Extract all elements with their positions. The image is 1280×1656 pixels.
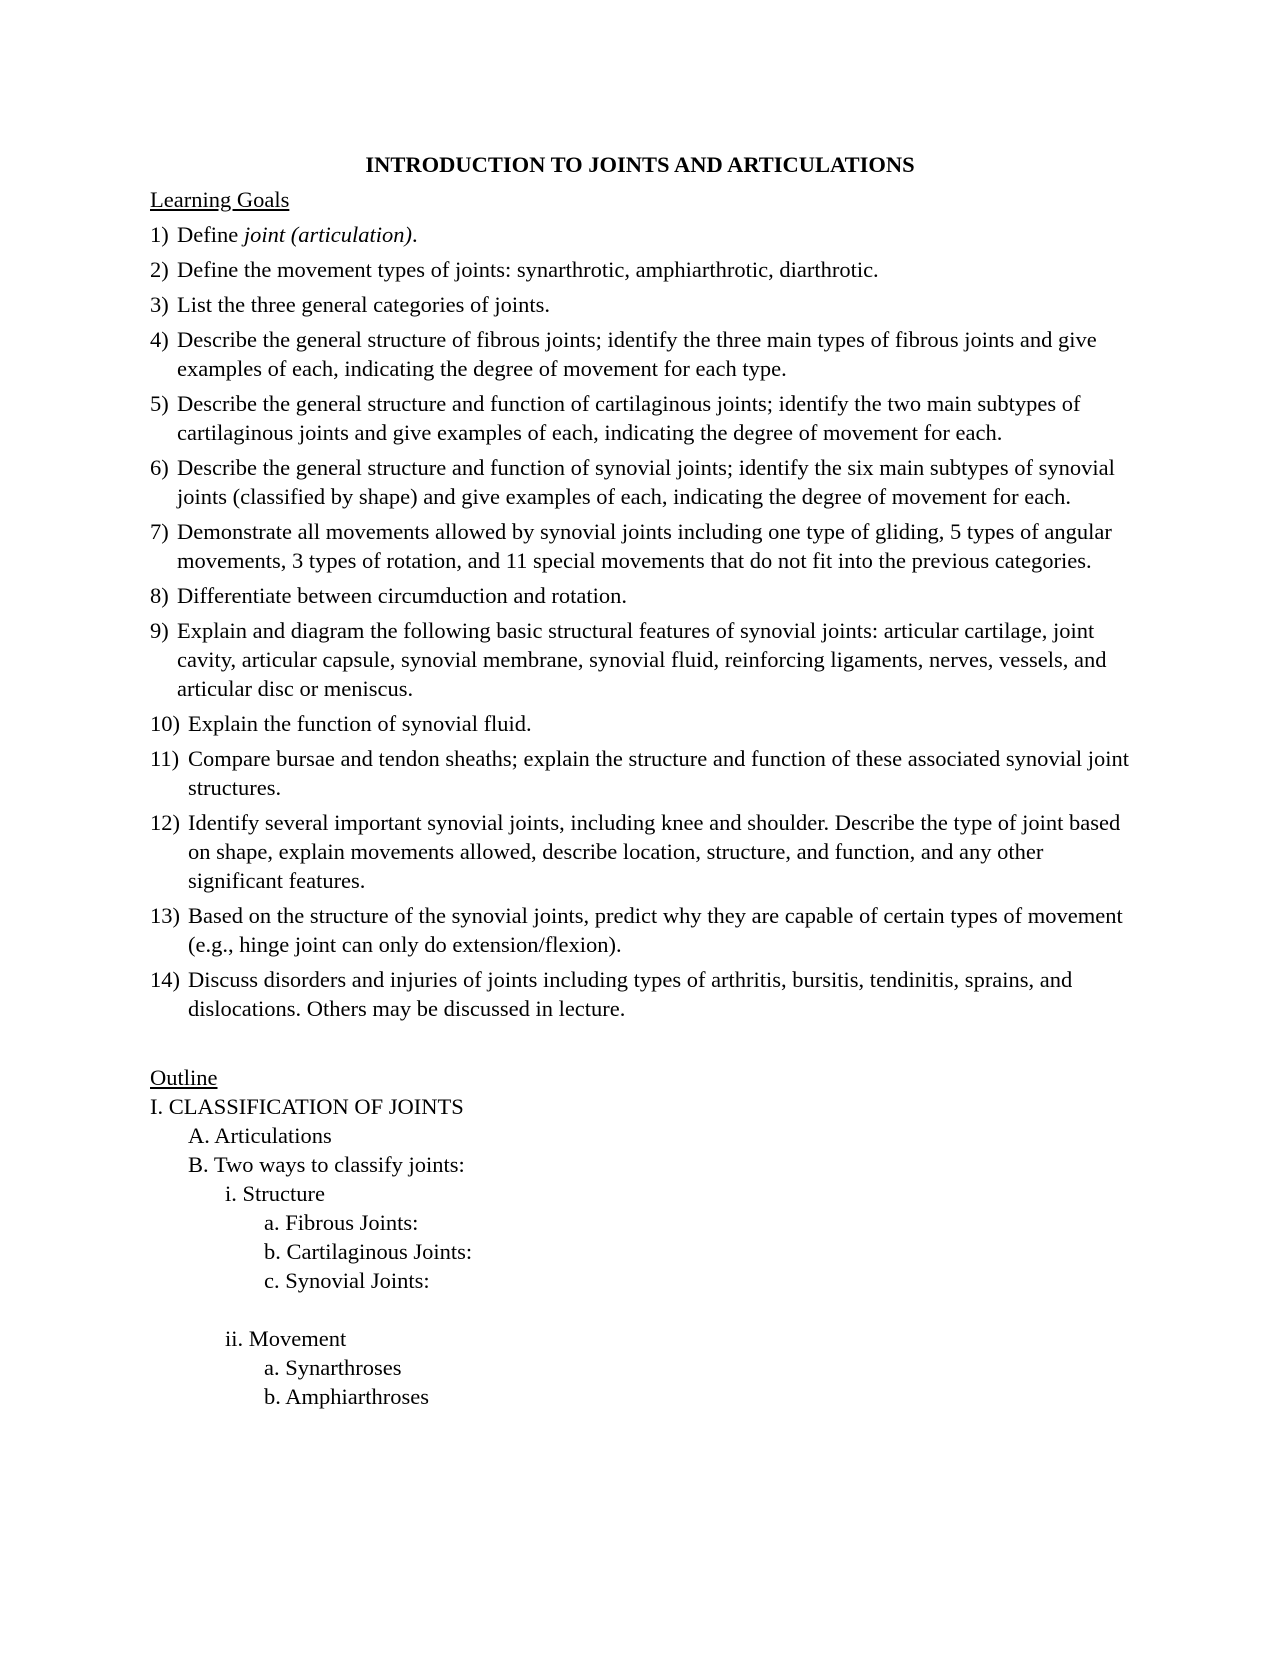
goal-number: 13) xyxy=(150,903,180,928)
outline-item: b. Amphiarthroses xyxy=(264,1384,429,1409)
goal-text: Demonstrate all movements allowed by synovial joints including one type of gliding, 5 types of angular movements, 3 types of rotation, and 11 special movements that do not fit into the previous categories. xyxy=(177,519,1112,573)
goal-number: 1) xyxy=(150,222,169,247)
goal-item xyxy=(150,581,1130,610)
outline-item: I. CLASSIFICATION OF JOINTS xyxy=(150,1094,464,1119)
goal-number: 11) xyxy=(150,746,180,771)
goal-text-emphasis: joint (articulation) xyxy=(243,222,412,247)
goal-number: 6) xyxy=(150,455,169,480)
goal-number: 14) xyxy=(150,967,180,992)
goal-number: 4) xyxy=(150,327,169,352)
outline-item: c. Synovial Joints: xyxy=(264,1268,430,1293)
goal-text: Explain the function of synovial fluid. xyxy=(188,711,532,736)
goal-item xyxy=(150,220,1130,249)
goal-item xyxy=(150,616,1130,703)
goal-text: Differentiate between circumduction and rotation. xyxy=(177,583,628,608)
learning-goals-heading: Learning Goals xyxy=(150,187,290,212)
goal-text: Define the movement types of joints: synarthrotic, amphiarthrotic, diarthrotic. xyxy=(177,257,879,282)
goal-item xyxy=(150,255,1130,284)
goal-number: 7) xyxy=(150,519,169,544)
outline-gap xyxy=(150,1295,1130,1324)
goal-text-post: . xyxy=(411,222,418,247)
goal-item xyxy=(150,744,1130,802)
goal-item xyxy=(150,808,1130,895)
goal-item xyxy=(150,453,1130,511)
goal-number: 9) xyxy=(150,618,169,643)
outline-item: i. Structure xyxy=(225,1181,325,1206)
document-title: INTRODUCTION TO JOINTS AND ARTICULATIONS xyxy=(365,152,915,177)
goal-item xyxy=(150,901,1130,959)
learning-goals-list xyxy=(150,220,1130,1023)
outline-item: b. Cartilaginous Joints: xyxy=(264,1239,473,1264)
goal-number: 12) xyxy=(150,810,180,835)
goal-number: 5) xyxy=(150,391,169,416)
goal-text: Identify several important synovial joints, including knee and shoulder. Describe the type of joint based on shape, explain movements allowed, describe location, structure, and function, and any other significant features. xyxy=(188,810,1121,893)
goal-text: Based on the structure of the synovial joints, predict why they are capable of certain types of movement (e.g., hinge joint can only do extension/flexion). xyxy=(188,903,1123,957)
goal-text: Describe the general structure of fibrous joints; identify the three main types of fibrous joints and give examples of each, indicating the degree of movement for each type. xyxy=(177,327,1097,381)
document-page xyxy=(150,150,1130,1411)
goal-text: Describe the general structure and function of cartilaginous joints; identify the two main subtypes of cartilaginous joints and give examples of each, indicating the degree of movement for each. xyxy=(177,391,1081,445)
outline-heading: Outline xyxy=(150,1065,218,1090)
outline-item: A. Articulations xyxy=(188,1123,332,1148)
goal-item xyxy=(150,389,1130,447)
goal-text: Describe the general structure and function of synovial joints; identify the six main subtypes of synovial joints (classified by shape) and give examples of each, indicating the degree of movement for each. xyxy=(177,455,1115,509)
goal-number: 8) xyxy=(150,583,169,608)
goal-text: Discuss disorders and injuries of joints including types of arthritis, bursitis, tendinitis, sprains, and dislocations. Others may be discussed in lecture. xyxy=(188,967,1073,1021)
outline-item: ii. Movement xyxy=(225,1326,347,1351)
goal-item xyxy=(150,517,1130,575)
goal-number: 3) xyxy=(150,292,169,317)
goal-text xyxy=(177,220,1130,249)
goal-number: 10) xyxy=(150,711,180,736)
goal-item xyxy=(150,325,1130,383)
goal-text-pre: Define xyxy=(177,222,244,247)
goal-item xyxy=(150,965,1130,1023)
outline-list xyxy=(150,1092,1130,1411)
outline-item: a. Synarthroses xyxy=(264,1355,402,1380)
outline-item: B. Two ways to classify joints: xyxy=(188,1152,465,1177)
goal-text: Compare bursae and tendon sheaths; explain the structure and function of these associated synovial joint structures. xyxy=(188,746,1129,800)
section-spacer xyxy=(150,1029,1130,1063)
goal-text: List the three general categories of joints. xyxy=(177,292,550,317)
goal-item xyxy=(150,709,1130,738)
goal-text: Explain and diagram the following basic structural features of synovial joints: articular cartilage, joint cavity, articular capsule, synovial membrane, synovial fluid, reinforcing ligaments, nerves, vessels, and articular disc or meniscus. xyxy=(177,618,1107,701)
goal-number: 2) xyxy=(150,257,169,282)
outline-item: a. Fibrous Joints: xyxy=(264,1210,419,1235)
goal-item xyxy=(150,290,1130,319)
